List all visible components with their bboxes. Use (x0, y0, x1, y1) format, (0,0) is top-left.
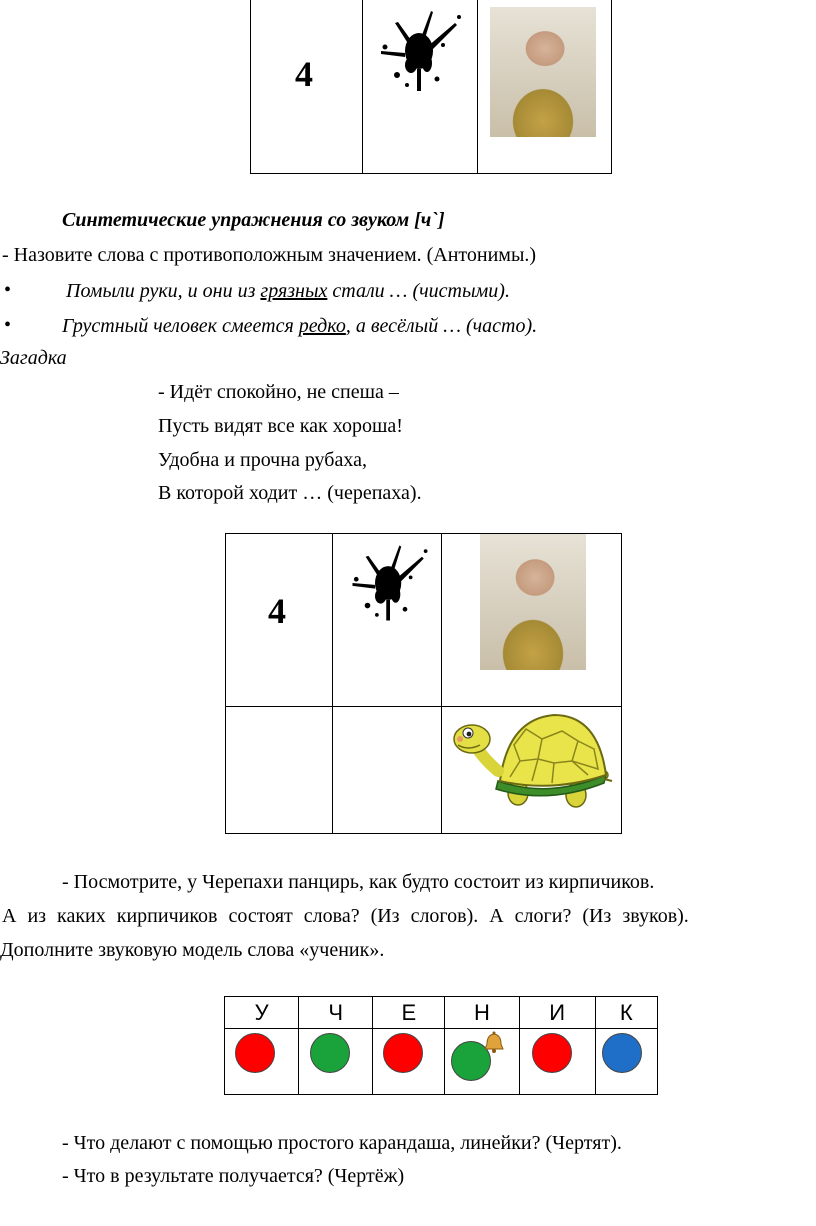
number-four: 4 (295, 54, 313, 94)
bullet-1-text-after: стали … (чистыми). (327, 280, 510, 302)
bell-icon (483, 1031, 505, 1055)
paragraph-line-2: А из каких кирпичиков состоят слова? (Из слогов). А слоги? (Из звуков). (2, 905, 689, 927)
letter-cell: И (519, 997, 595, 1029)
bullet-1-underlined: грязных (260, 280, 328, 302)
sound-circle-red[interactable] (235, 1033, 275, 1073)
riddle-line: Удобна и прочна рубаха, (158, 449, 367, 471)
photo-cell (441, 534, 621, 707)
turtle-icon (448, 709, 614, 815)
sound-circle-red[interactable] (532, 1033, 572, 1073)
picture-table-top (250, 0, 612, 174)
sound-cell (519, 1029, 595, 1095)
bullet-item-2 (62, 314, 537, 338)
number-cell (251, 0, 363, 174)
empty-cell (332, 707, 441, 834)
riddle-title: Загадка (0, 347, 67, 369)
task-antonyms: - Назовите слова с противоположным значением. (Антонимы.) (2, 244, 537, 266)
bullet-1-text-before: Помыли руки, и они из (66, 280, 261, 302)
letter-cell: Н (445, 997, 519, 1029)
paragraph-line-3: Дополните звуковую модель слова «ученик». (0, 939, 385, 961)
sound-model-table (224, 996, 658, 1095)
ink-blot-icon (373, 3, 469, 99)
letter-cell: У (225, 997, 299, 1029)
riddle-line: В которой ходит … (черепаха). (158, 482, 422, 504)
sound-cell (595, 1029, 657, 1095)
photo-cell (478, 0, 612, 174)
number-cell (226, 534, 333, 707)
bullet-icon: • (4, 314, 12, 336)
picture-table-bottom (225, 533, 622, 834)
sound-cell (299, 1029, 373, 1095)
bullet-icon: • (4, 279, 12, 301)
blot-cell (362, 0, 478, 174)
question-line-2: - Что в результате получается? (Чертёж) (62, 1165, 405, 1187)
empty-cell (226, 707, 333, 834)
letter-cell: Ч (299, 997, 373, 1029)
sound-cell (445, 1029, 519, 1095)
dirty-child-photo (490, 7, 596, 137)
question-line-1: - Что делают с помощью простого карандаша, линейки? (Чертят). (62, 1132, 622, 1154)
bullet-2-underlined: редко (298, 315, 346, 337)
ink-blot-icon (345, 538, 435, 628)
sound-cell (373, 1029, 445, 1095)
section-heading: Синтетические упражнения со звуком [ч`] (62, 209, 445, 231)
sound-circle-red[interactable] (383, 1033, 423, 1073)
number-four: 4 (268, 591, 286, 631)
dirty-child-photo (480, 534, 586, 670)
riddle-line: - Идёт спокойно, не спеша – (158, 381, 399, 403)
blot-cell (332, 534, 441, 707)
paragraph-line-1: - Посмотрите, у Черепахи панцирь, как будто состоит из кирпичиков. (62, 871, 655, 893)
bullet-2-text-before: Грустный человек смеется (62, 315, 299, 337)
bullet-item-1 (66, 279, 510, 303)
sound-circle-green[interactable] (310, 1033, 350, 1073)
riddle-line: Пусть видят все как хороша! (158, 415, 403, 437)
sound-circle-blue[interactable] (602, 1033, 642, 1073)
letter-cell: Е (373, 997, 445, 1029)
turtle-cell (441, 707, 621, 834)
letter-cell: К (595, 997, 657, 1029)
sound-cell (225, 1029, 299, 1095)
bullet-2-text-after: , а весёлый … (часто). (345, 315, 538, 337)
